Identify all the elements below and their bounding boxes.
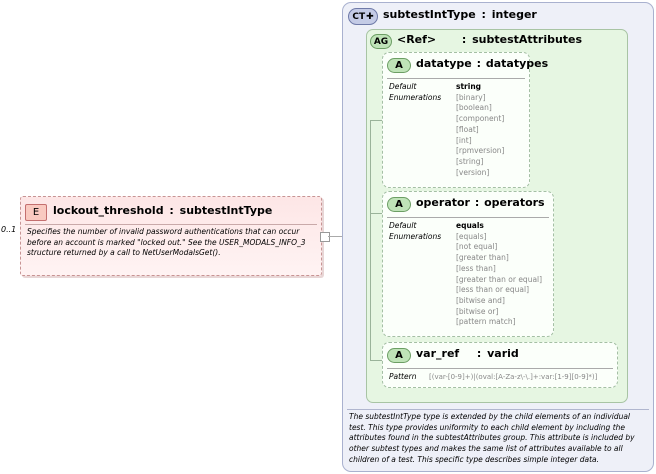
enum-value: [greater than] (456, 253, 509, 263)
attribute-group-ref: <Ref> (397, 33, 437, 46)
enum-value: [not equal] (456, 242, 498, 252)
element-description: Specifies the number of invalid password authentications that can occur before an account is marked "locked out." See the USER_MODALS_INFO_3 structure returned by a call to NetUserModalsGet(). (27, 227, 306, 258)
attribute-name: datatype (416, 57, 472, 70)
complex-type-name: subtestIntType (383, 8, 476, 21)
attribute-name: operator (416, 196, 470, 209)
enum-value: [boolean] (456, 103, 492, 113)
expand-toggle[interactable] (320, 232, 330, 242)
enum-value: [pattern match] (456, 317, 516, 327)
enum-value: [float] (456, 124, 479, 134)
attribute-type: datatypes (485, 57, 549, 70)
enum-value: [bitwise or] (456, 306, 499, 316)
attribute-datatype[interactable] (382, 52, 549, 188)
enum-value: [version] (456, 167, 490, 177)
connector-line (328, 236, 342, 237)
element-type: subtestIntType (179, 204, 273, 217)
attribute-badge: A (387, 348, 411, 363)
attribute-sep: : (476, 347, 482, 360)
attribute-badge: A (387, 58, 411, 73)
default-label: Default (389, 221, 417, 230)
pattern-value: [(var-[0-9]+)|(oval:[A-Za-z\-\.]+:var:[1-9][0-9]*)] (429, 373, 598, 381)
complex-type-sep: : (481, 8, 486, 21)
attribute-name: var_ref (416, 347, 460, 360)
enum-value: [less than or equal] (456, 285, 530, 295)
attribute-sep: : (474, 196, 480, 209)
tree-line (370, 120, 371, 360)
complex-type-badge: CT ✚ (348, 8, 378, 25)
enum-value: [binary] (456, 92, 486, 102)
default-label: Default (389, 82, 417, 91)
complex-type-base: integer (491, 8, 537, 21)
enumerations-label: Enumerations (389, 231, 442, 241)
complex-type-description: The subtestIntType type is extended by the child elements of an individual test. This type provides uniformity to each child element by including the attributes found in the subtestAttributes group. This attribute is included by other subtest types and makes the same list of attributes available to all children of a test. This specific type describes simple integer data. (349, 412, 635, 464)
enumerations-label: Enumerations (389, 92, 442, 102)
default-value: string (456, 82, 482, 91)
attribute-sep: : (476, 57, 481, 70)
plus-icon: ✚ (366, 11, 374, 22)
tree-branch-1 (370, 120, 382, 121)
element-node[interactable] (20, 196, 322, 276)
tree-branch-3 (370, 360, 382, 361)
enum-value: [string] (456, 156, 484, 166)
attribute-var-ref[interactable] (382, 342, 618, 388)
attribute-type: operators (484, 196, 545, 209)
element-name: lockout_threshold (53, 204, 164, 217)
attribute-badge: A (387, 197, 411, 212)
attribute-group-name: subtestAttributes (472, 33, 583, 46)
enum-value: [less than] (456, 263, 496, 273)
enum-value: [greater than or equal] (456, 274, 543, 284)
default-value: equals (456, 221, 484, 230)
pattern-label: Pattern (389, 372, 417, 381)
enum-value: [bitwise and] (456, 295, 505, 305)
attribute-group-sep: : (461, 33, 467, 46)
element-type-sep: : (169, 204, 174, 217)
element-occurrence: 0..1 (1, 225, 17, 234)
element-badge: E (25, 204, 47, 221)
enum-value: [component] (456, 114, 505, 124)
enum-value: [int] (456, 135, 472, 145)
attribute-group-badge: AG (370, 34, 392, 49)
enum-value: [rpmversion] (456, 146, 505, 156)
attribute-type: varid (487, 347, 519, 360)
enum-value: [equals] (456, 231, 487, 241)
tree-branch-2 (370, 213, 382, 214)
attribute-operator[interactable] (382, 191, 554, 337)
